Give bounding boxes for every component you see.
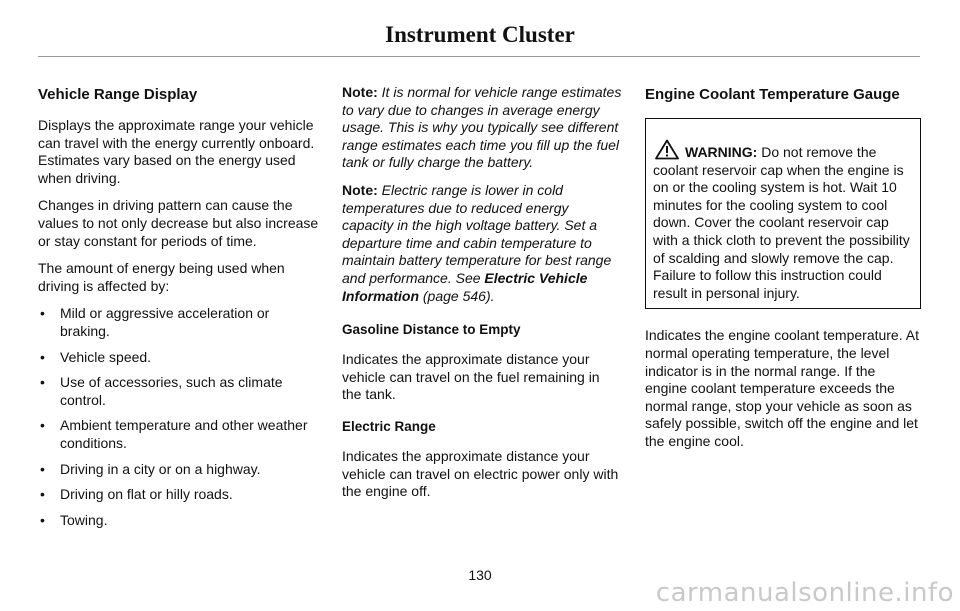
warning-text: Do not remove the coolant reservoir cap when the engine is on or the cooling system is hot. Wait 10 minutes for the cooling system to cool down. Cover the coolant reservoir cap with a thick cloth to prevent the possibility of scalding and slowly remove the cap. Failure to follow this instruction could result in personal injury. (653, 144, 910, 301)
bullet-icon: • (40, 374, 45, 391)
list-item-text: Driving on flat or hilly roads. (60, 486, 233, 503)
page-number: 130 (468, 567, 492, 583)
column-coolant-gauge (645, 84, 921, 461)
section-heading-electric-range: Electric Range (342, 418, 436, 434)
bullet-icon: • (40, 417, 45, 434)
energy-factors-list (38, 305, 320, 529)
note-electric-range (342, 182, 622, 305)
bullet-icon: • (40, 511, 45, 528)
bullet-icon: • (40, 348, 45, 365)
note-range-variation (342, 84, 622, 172)
paragraph-gasoline-distance: Indicates the approximate distance your vehicle can travel on the fuel remaining in the tank. (342, 351, 600, 403)
list-item-text: Mild or aggressive acceleration or braking. (60, 305, 270, 339)
list-item (38, 512, 320, 530)
list-item (38, 461, 320, 479)
note-text: It is normal for vehicle range estimates to vary due to changes in average energy usage. This is why you typically see different range estimates each time you fill up the fuel tank or fully charge the battery. (342, 84, 622, 171)
warning-label: WARNING: (685, 144, 758, 160)
paragraph-range-description: Displays the approximate range your vehicle can travel with the energy currently onboard. Estimates vary based on the energy used when driving. (38, 117, 315, 186)
list-item-text: Driving in a city or on a highway. (60, 460, 261, 477)
warning-triangle-icon (655, 139, 679, 160)
note-text: Electric range is lower in cold temperatures due to reduced energy capacity in the high voltage battery. Set a departure time and cabin temperature to maintain battery temperature for best range and performance. See (342, 181, 612, 286)
section-heading-coolant-gauge: Engine Coolant Temperature Gauge (645, 86, 900, 103)
paragraph-energy-affected: The amount of energy being used when driving is affected by: (38, 260, 285, 294)
page-title: Instrument Cluster (385, 22, 575, 47)
note-label: Note: (342, 181, 378, 198)
section-heading-gasoline-distance: Gasoline Distance to Empty (342, 322, 521, 338)
list-item-text: Vehicle speed. (60, 348, 152, 365)
paragraph-driving-pattern: Changes in driving pattern can cause the values to not only decrease but also increase or stay constant for periods of time. (38, 197, 319, 249)
paragraph-electric-range: Indicates the approximate distance your vehicle can travel on electric power only with the engine off. (342, 447, 619, 500)
electric-vehicle-information-link[interactable]: Electric Vehicle Information (342, 269, 588, 304)
bullet-icon: • (40, 305, 45, 322)
column-range-notes (342, 84, 622, 511)
list-item (38, 486, 320, 504)
warning-content (653, 139, 915, 302)
bullet-icon: • (40, 460, 45, 477)
paragraph-coolant-description: Indicates the engine coolant temperature. At normal operating temperature, the level indicator is in the normal range. If the engine coolant temperature exceeds the normal range, stop your vehicle as soon as safely possible, switch off the engine and let the engine cool. (645, 327, 919, 449)
list-item (38, 374, 320, 409)
header-divider (38, 56, 920, 57)
list-item-text: Use of accessories, such as climate control. (60, 374, 283, 408)
list-item-text: Towing. (60, 511, 108, 528)
list-item-text: Ambient temperature and other weather conditions. (60, 417, 308, 451)
note-page-reference: (page 546). (422, 287, 495, 304)
watermark: carmanualsonline.info (655, 578, 954, 608)
warning-box (645, 118, 921, 309)
note-label: Note: (342, 84, 378, 100)
list-item (38, 305, 320, 340)
list-item (38, 349, 320, 367)
list-item (38, 417, 320, 452)
column-vehicle-range (38, 84, 320, 537)
bullet-icon: • (40, 486, 45, 503)
section-heading-vehicle-range: Vehicle Range Display (38, 86, 198, 103)
